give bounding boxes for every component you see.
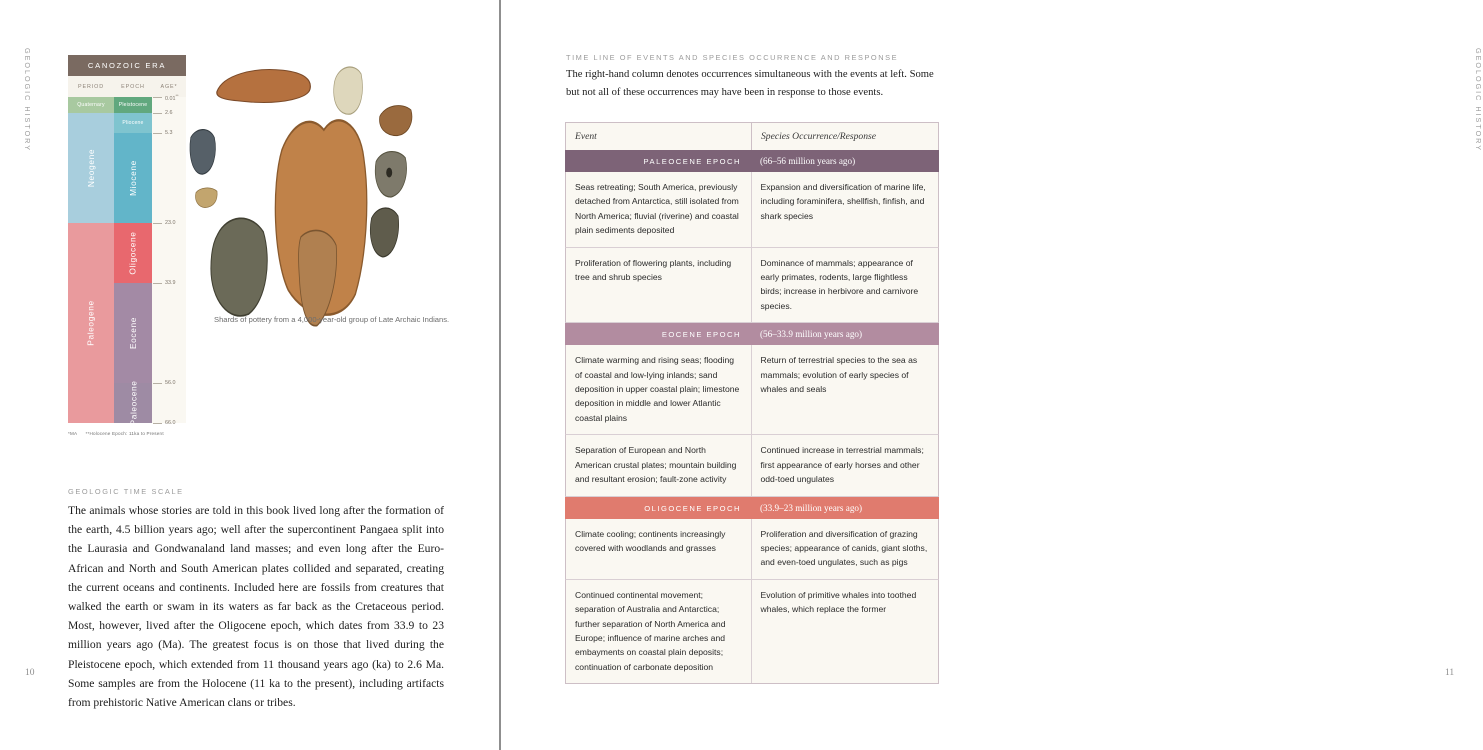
page-number-right: 11: [1445, 668, 1455, 678]
chart-age-column: [152, 95, 186, 426]
timeline-event-cell: Seas retreating; South America, previously detached from Antarctica, still isolated from North America; fluvial (riverine) and coastal plain sediments deposited: [566, 172, 752, 247]
timeline-header-event: Event: [566, 123, 752, 150]
shard-bottom-left-speckled: [211, 218, 267, 316]
chart-epoch-label: Oligocene: [128, 231, 138, 275]
shard-top-right-orange: [380, 106, 412, 136]
chart-epoch-cell: [114, 283, 152, 383]
chart-epoch-cell: [114, 97, 152, 113]
chart-age-value: 0.01 **: [165, 93, 179, 102]
chart-period-label: Paleogene: [85, 300, 96, 346]
left-page: [0, 0, 499, 750]
chart-title: CANOZOIC ERA: [68, 55, 186, 76]
timeline-event-cell: Climate warming and rising seas; flooding of coastal and low-lying inlands; sand deposition in upper coastal plain; limestone deposition in middle and lower Atlantic coastal plains: [566, 345, 752, 434]
running-head-left: GEOLOGIC HISTORY: [23, 48, 32, 153]
timeline-epoch-years: (66–56 million years ago): [760, 156, 856, 166]
chart-footnote-holocene: **Holocene Epoch: 11ka to Present: [85, 431, 164, 436]
timeline-sections: [565, 150, 939, 684]
timeline-response-cell: Dominance of mammals; appearance of early primates, rodents, large flightless birds; increase in herbivore and carnivore species.: [760, 257, 919, 311]
page-number-left: 10: [25, 668, 35, 678]
geologic-time-scale-chart: [68, 55, 186, 436]
chart-body: [68, 95, 186, 426]
shard-bottom-right-banded: [370, 208, 398, 257]
chart-age-tick: [152, 130, 186, 136]
chart-period-column: [68, 97, 114, 423]
shard-left-small-striped: [195, 188, 217, 208]
chart-age-tick: [152, 220, 186, 226]
chart-period-cell: [68, 223, 114, 423]
timeline-response-cell: Proliferation and diversification of grazing species; appearance of canids, giant sloths, and even-toed ungulates, such as pigs: [760, 528, 928, 568]
timeline-event-cell: Separation of European and North American crustal plates; mountain building and resultant erosion; fault-zone activity: [566, 435, 752, 495]
shard-left-dark-gray: [190, 130, 216, 175]
chart-period-cell: [68, 97, 114, 113]
timeline-response-cell: Return of terrestrial species to the sea as mammals; evolution of early species of whales and seals: [760, 355, 918, 395]
chart-age-value: 23.0: [165, 220, 176, 226]
chart-epoch-cell: [114, 133, 152, 223]
chart-age-tick: [152, 280, 186, 286]
chart-epoch-label: Eocene: [127, 316, 138, 350]
chart-tick-mark: [153, 223, 162, 224]
right-page: [501, 0, 1483, 750]
chart-tick-mark: [153, 283, 162, 284]
chart-header-age: AGE*: [160, 84, 178, 90]
chart-tick-mark: [153, 113, 162, 114]
chart-epoch-label: Paleocene: [128, 380, 139, 426]
chart-period-cell: [68, 113, 114, 223]
chart-header-period: PERIOD: [77, 84, 105, 90]
timeline-row: [565, 435, 939, 496]
chart-age-value: 66.0: [165, 420, 176, 426]
chart-epoch-label: Pliocene: [122, 120, 144, 126]
chart-period-label: Quaternary: [77, 102, 105, 108]
timeline-epoch-name: OLIGOCENE EPOCH: [644, 503, 741, 513]
timeline-response-cell: Evolution of primitive whales into toothed whales, which replace the former: [760, 589, 917, 615]
timeline-row: [565, 172, 939, 248]
shard-top-cream: [334, 67, 363, 114]
chart-footnote: [68, 431, 186, 436]
timeline-row: [565, 345, 939, 435]
timeline-row: [565, 580, 939, 684]
chart-age-tick: [152, 380, 186, 386]
shard-top-left-curved: [217, 70, 310, 103]
chart-tick-mark: [153, 383, 162, 384]
timeline-table: [565, 122, 939, 684]
running-head-right: GEOLOGIC HISTORY: [1474, 48, 1483, 153]
timeline-event-cell: Proliferation of flowering plants, including tree and shrub species: [566, 248, 752, 323]
chart-age-tick: [152, 95, 186, 102]
pottery-shards-illustration: [188, 62, 460, 312]
shard-right-holed: [375, 152, 406, 198]
timeline-response-cell: Continued increase in terrestrial mammals; first appearance of early horses and other odd-toed ungulates: [760, 445, 924, 485]
chart-age-tick: [152, 110, 186, 116]
chart-tick-mark: [153, 423, 162, 424]
section-label-timeline: TIME LINE OF EVENTS AND SPECIES OCCURRENCE AND RESPONSE: [566, 53, 899, 62]
section-label-geologic-time-scale: GEOLOGIC TIME SCALE: [68, 487, 184, 496]
timeline-epoch-bar: [565, 497, 939, 519]
timeline-epoch-bar: [565, 150, 939, 172]
chart-epoch-label: Miocene: [127, 160, 138, 196]
pottery-shards-photo: [188, 62, 460, 312]
timeline-header-response: Species Occurrence/Response: [761, 131, 876, 142]
timeline-epoch-years: (56–33.9 million years ago): [760, 329, 863, 340]
chart-header-epoch: EPOCH: [121, 84, 145, 90]
chart-epoch-cell: [114, 223, 152, 283]
chart-epoch-cell: [114, 380, 152, 426]
photo-caption: Shards of pottery from a 4,000-year-old group of Late Archaic Indians.: [214, 315, 450, 324]
chart-tick-mark: [153, 97, 162, 98]
body-paragraph: The animals whose stories are told in this book lived long after the formation of the earth, 4.5 billion years ago; well after the supercontinent Pangaea split into the Laurasia and Gondwanaland land masses; and even long after the Euro-African and North and South American plates collided and separated, creating the current oceans and continents. Included here are fossils from creatures that walked the earth or swam in its waters as far back as the Cretaceous period. Most, however, lived after the Oligocene epoch, which dates from 33.9 to 23 million years ago (Ma). The greatest focus is on those that lived during the Pleistocene epoch, which extended from 11 thousand years ago (ka) to 2.6 Ma. Some samples are from the Holocene (11 ka to the present), including artifacts from prehistoric Native American clans or tribes.: [68, 504, 444, 710]
timeline-epoch-bar: [565, 323, 939, 345]
timeline-epoch-name: PALEOCENE EPOCH: [643, 157, 741, 166]
chart-period-label: Neogene: [85, 148, 96, 188]
chart-epoch-column: [114, 97, 152, 426]
timeline-event-cell: Continued continental movement; separation of Australia and Antarctica; further separation of North America and Europe; influence of marine arches and embayments on coastal plain deposits; continuation of carbonate deposition: [566, 580, 752, 683]
timeline-epoch-years: (33.9–23 million years ago): [760, 502, 863, 513]
timeline-epoch-name: EOCENE EPOCH: [661, 330, 741, 340]
chart-age-tick: [152, 420, 186, 426]
chart-age-value: 5.3: [165, 130, 173, 136]
timeline-intro-text: The right-hand column denotes occurrences simultaneous with the events at left. Some but not all of these occurrences may have been in response to those events.: [566, 69, 934, 98]
chart-age-value: 33.9: [165, 280, 176, 286]
timeline-response-cell: Expansion and diversification of marine life, including foraminifera, shellfish, finfish, and shark species: [760, 182, 926, 221]
chart-footnote-ma: *MA: [68, 431, 78, 436]
timeline-row: [565, 248, 939, 324]
chart-age-value: 56.0: [165, 380, 176, 386]
timeline-row: [565, 519, 939, 580]
chart-tick-mark: [153, 133, 162, 134]
chart-age-value: 2.6: [165, 110, 173, 116]
chart-epoch-cell: [114, 113, 152, 133]
timeline-header-row: [565, 123, 939, 150]
timeline-event-cell: Climate cooling; continents increasingly covered with woodlands and grasses: [566, 519, 752, 579]
chart-epoch-label: Pleistocene: [118, 102, 148, 108]
